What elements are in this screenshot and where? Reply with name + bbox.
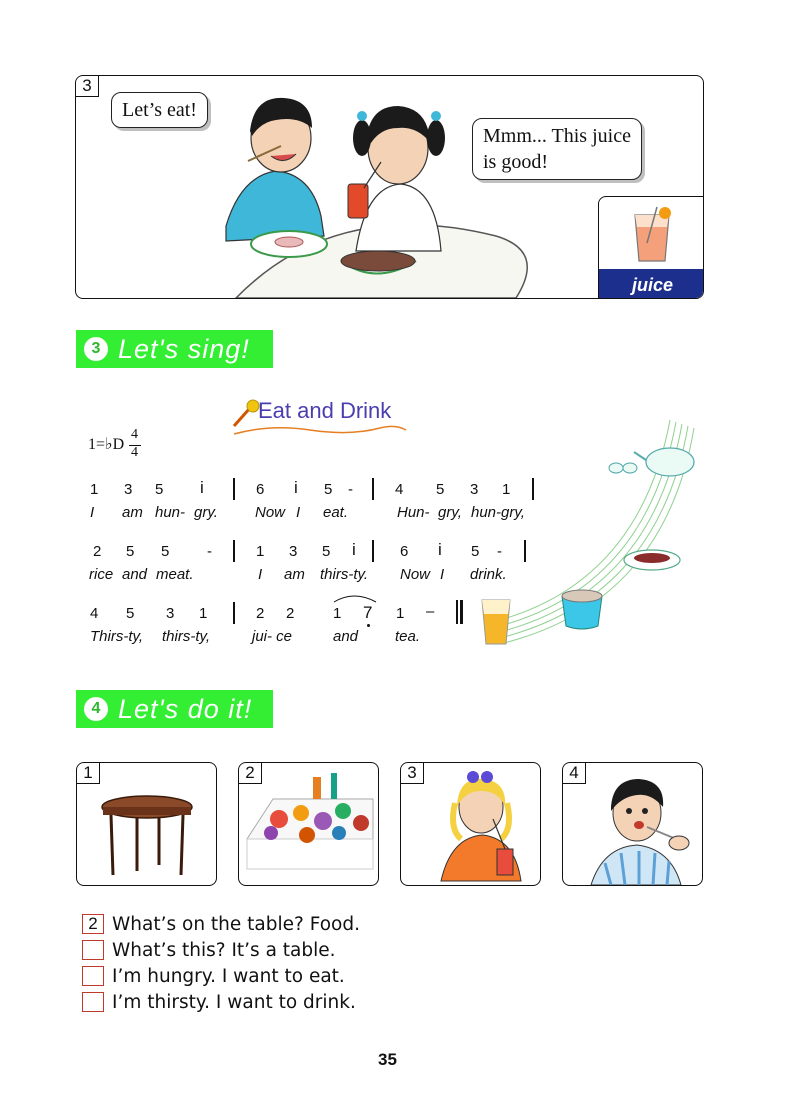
picture-panel-1 <box>76 762 217 886</box>
boy-eating-image <box>581 767 699 885</box>
note: 5 <box>126 543 135 560</box>
sing-section-title: Let's sing! <box>118 333 250 364</box>
lyric: Now <box>400 566 431 583</box>
checklist-item-4 <box>82 990 356 1014</box>
checklist-text: What’s this? It’s a table. <box>112 939 336 961</box>
song-title: Eat and Drink <box>258 398 392 423</box>
note: – <box>426 603 435 620</box>
picture-panel-4 <box>562 762 703 886</box>
note: 2 <box>93 543 102 560</box>
lyric: rice <box>89 566 114 583</box>
sing-section-header <box>76 330 273 368</box>
speech-text-boy: Let’s eat! <box>122 99 197 121</box>
bar-line <box>233 540 235 562</box>
speech-bubble-girl <box>472 118 642 180</box>
note: 3 <box>470 481 479 498</box>
note: 3 <box>124 481 133 498</box>
checklist-item-2 <box>82 938 336 962</box>
lyric: and <box>333 628 359 645</box>
panel-number: 3 <box>75 75 99 97</box>
doit-section-number: 4 <box>84 697 108 721</box>
note: 5 <box>324 481 333 498</box>
note: - <box>207 543 212 560</box>
note: 5 <box>126 605 135 622</box>
sing-section-number: 3 <box>84 337 108 361</box>
checklist-text: I’m thirsty. I want to drink. <box>112 991 356 1013</box>
note: i <box>352 540 356 559</box>
note: 6 <box>400 543 409 560</box>
lyric: am <box>122 504 143 521</box>
note: 7 <box>363 603 373 622</box>
girl-drinking-image <box>421 767 531 885</box>
answer-box[interactable] <box>82 940 104 960</box>
lyric: gry, <box>438 504 462 521</box>
lyric: I <box>296 504 301 521</box>
note: 5 <box>161 543 170 560</box>
note: - <box>497 543 502 560</box>
lyric: tea. <box>395 628 421 645</box>
note: 2 <box>286 605 295 622</box>
lyric: I <box>258 566 263 583</box>
vocab-word: juice <box>631 275 674 295</box>
speech-text-girl-2: is good! <box>483 151 548 173</box>
note: 4 <box>395 481 404 498</box>
picture-panel-number: 3 <box>400 762 424 784</box>
dialogue-panel <box>75 75 704 299</box>
lyric: am <box>284 566 305 583</box>
lyric: Hun- <box>397 504 430 521</box>
note: 2 <box>256 605 265 622</box>
lyric: meat. <box>156 566 194 583</box>
boy-figure <box>226 98 324 241</box>
picture-panel-number: 1 <box>76 762 100 784</box>
bar-line <box>233 478 235 500</box>
answer-box[interactable] <box>82 992 104 1012</box>
lyric: eat. <box>323 504 349 521</box>
answer-box[interactable]: 2 <box>82 914 104 934</box>
note: i <box>200 478 204 497</box>
doit-section-title: Let's do it! <box>118 693 253 724</box>
note: 5 <box>322 543 331 560</box>
note: i <box>294 478 298 497</box>
note: 5 <box>155 481 164 498</box>
note: 1 <box>199 605 208 622</box>
key-signature: 1=♭D <box>88 436 125 453</box>
vocab-label-bar <box>599 269 704 299</box>
picture-panel-number: 2 <box>238 762 262 784</box>
lyric: hun- <box>155 504 186 521</box>
final-bar-line-thin <box>456 600 458 624</box>
song-title-swirl <box>230 420 410 440</box>
lyric: thirs-ty. <box>320 566 369 583</box>
song-decoration <box>470 400 710 660</box>
speech-bubble-boy <box>111 92 208 128</box>
note: 3 <box>166 605 175 622</box>
note: 1 <box>502 481 511 498</box>
note: 1 <box>256 543 265 560</box>
lyric: drink. <box>470 566 507 583</box>
girl-figure <box>348 106 445 251</box>
checklist-item-1 <box>82 912 360 936</box>
time-signature-bottom: 4 <box>131 445 138 460</box>
food-table-image <box>243 769 377 881</box>
note: - <box>348 481 353 498</box>
note: i <box>438 540 442 559</box>
lyric: I <box>90 504 95 521</box>
note: 3 <box>289 543 298 560</box>
lyric: gry. <box>194 504 218 521</box>
lyric: Now <box>255 504 286 521</box>
lyric: thirs-ty, <box>162 628 211 645</box>
bar-line <box>372 478 374 500</box>
picture-panel-number: 4 <box>562 762 586 784</box>
time-signature-top: 4 <box>131 427 138 442</box>
note: 1 <box>333 605 342 622</box>
picture-panel-3 <box>400 762 541 886</box>
note: 5 <box>436 481 445 498</box>
checklist-item-3 <box>82 964 345 988</box>
vocab-card <box>598 196 704 299</box>
checklist-text: I’m hungry. I want to eat. <box>112 965 345 987</box>
note: 6 <box>256 481 265 498</box>
table-image <box>97 793 197 883</box>
note: 5 <box>471 543 480 560</box>
doit-section-header <box>76 690 273 728</box>
lyric: Thirs-ty, <box>90 628 144 645</box>
bar-line <box>372 540 374 562</box>
checklist-text: What’s on the table? Food. <box>112 913 360 935</box>
lyric: hun-gry, <box>471 504 525 521</box>
picture-panel-2 <box>238 762 379 886</box>
lyric: jui- ce <box>252 628 293 645</box>
speech-text-girl-1: Mmm... This juice <box>483 125 631 147</box>
bar-line <box>233 602 235 624</box>
juice-glass-icon <box>627 203 677 265</box>
page-number: 35 <box>378 1050 397 1069</box>
note: 1 <box>90 481 99 498</box>
lyric: and <box>122 566 148 583</box>
final-bar-line-thick <box>460 600 463 624</box>
dot-below <box>367 624 370 627</box>
note: 1 <box>396 605 405 622</box>
note: 4 <box>90 605 99 622</box>
lyric: I <box>440 566 445 583</box>
answer-box[interactable] <box>82 966 104 986</box>
